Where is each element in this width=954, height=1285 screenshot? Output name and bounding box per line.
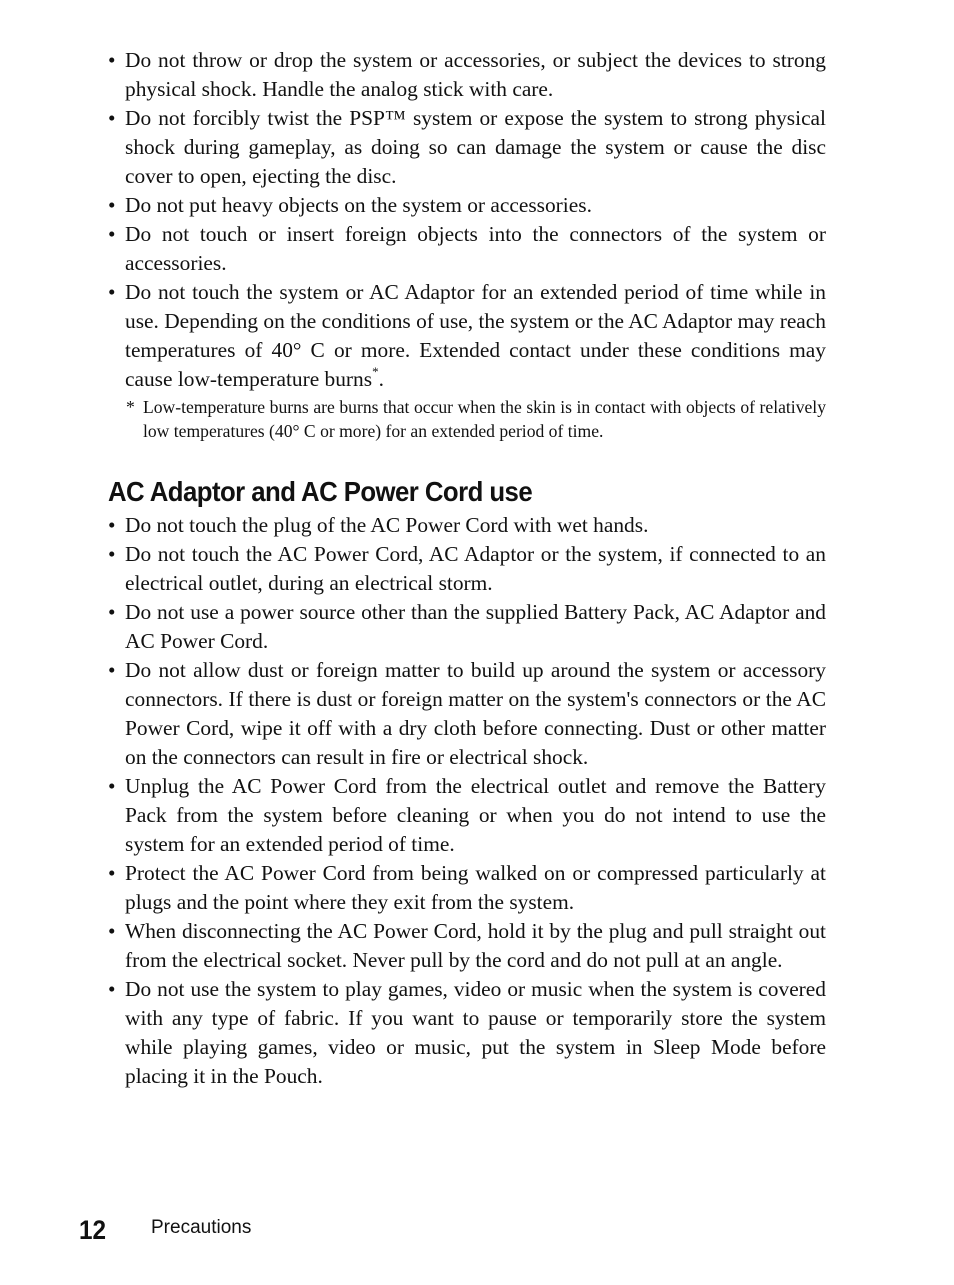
bullet-text: When disconnecting the AC Power Cord, hold it by the plug and pull straight out from the electrical socket. Never pull by the cord and do not pull at an angle. <box>125 919 826 972</box>
bullet-text: Do not touch the plug of the AC Power Cord with wet hands. <box>125 513 649 537</box>
bullet-icon: • <box>108 919 116 943</box>
precautions-bullet-list <box>108 46 826 394</box>
footnote-reference: * <box>372 364 379 379</box>
bullet-text: Do not use the system to play games, video or music when the system is covered with any type of fabric. If you want to pause or temporarily store the system while playing games, video or music, put the system in Sleep Mode before placing it in the Pouch. <box>125 977 826 1088</box>
bullet-item <box>108 278 826 394</box>
bullet-text: Do not use a power source other than the supplied Battery Pack, AC Adaptor and AC Power Cord. <box>125 600 826 653</box>
bullet-icon: • <box>108 280 116 304</box>
bullet-icon: • <box>108 774 116 798</box>
bullet-icon: • <box>108 977 116 1001</box>
bullet-icon: • <box>108 542 116 566</box>
bullet-item <box>108 772 826 859</box>
bullet-icon: • <box>108 48 116 72</box>
bullet-icon: • <box>108 193 116 217</box>
bullet-text: Unplug the AC Power Cord from the electrical outlet and remove the Battery Pack from the system before cleaning or when you do not intend to use the system for an extended period of time. <box>125 774 826 856</box>
bullet-text: Do not allow dust or foreign matter to build up around the system or accessory connectors. If there is dust or foreign matter on the system's connectors or the AC Power Cord, wipe it off with a dry cloth before connecting. Dust or other matter on the connectors can result in fire or electrical shock. <box>125 658 826 769</box>
section-heading: AC Adaptor and AC Power Cord use <box>108 476 533 507</box>
bullet-item <box>108 540 826 598</box>
bullet-icon: • <box>108 513 116 537</box>
bullet-text: Do not forcibly twist the PSP™ system or expose the system to strong physical shock during gameplay, as doing so can damage the system or cause the disc cover to open, ejecting the disc. <box>125 106 826 188</box>
bullet-item <box>108 46 826 104</box>
bullet-text: Do not throw or drop the system or accessories, or subject the devices to strong physical shock. Handle the analog stick with care. <box>125 48 826 101</box>
bullet-text: Do not touch the AC Power Cord, AC Adaptor or the system, if connected to an electrical outlet, during an electrical storm. <box>125 542 826 595</box>
footnote <box>125 395 826 443</box>
bullet-item <box>108 511 826 540</box>
footnote-text: Low-temperature burns are burns that occur when the skin is in contact with objects of relatively low temperatures (40° C or more) for an extended period of time. <box>143 397 826 441</box>
bullet-text: Do not put heavy objects on the system or accessories. <box>125 193 592 217</box>
bullet-text: Do not touch or insert foreign objects into the connectors of the system or accessories. <box>125 222 826 275</box>
bullet-text: Protect the AC Power Cord from being walked on or compressed particularly at plugs and the point where they exit from the system. <box>125 861 826 914</box>
bullet-icon: • <box>108 106 116 130</box>
bullet-item <box>108 656 826 772</box>
bullet-item <box>108 859 826 917</box>
bullet-item <box>108 917 826 975</box>
ac-adaptor-bullet-list <box>108 511 826 1091</box>
page-number: 12 <box>79 1215 107 1245</box>
footer-section-name: Precautions <box>151 1217 252 1238</box>
bullet-icon: • <box>108 658 116 682</box>
bullet-icon: • <box>108 222 116 246</box>
bullet-icon: • <box>108 861 116 885</box>
bullet-item <box>108 104 826 191</box>
bullet-text: Do not touch the system or AC Adaptor for an extended period of time while in use. Depending on the conditions of use, the system or the AC Adaptor may reach temperatures of 40° C or more. Extended contact under these conditions may cause low-temperature burns <box>125 280 826 391</box>
footnote-mark: * <box>126 397 135 417</box>
bullet-item <box>108 220 826 278</box>
sentence-end: . <box>378 367 384 391</box>
bullet-item <box>108 598 826 656</box>
bullet-item <box>108 975 826 1091</box>
bullet-item <box>108 191 826 220</box>
page-content <box>108 46 826 1091</box>
bullet-icon: • <box>108 600 116 624</box>
